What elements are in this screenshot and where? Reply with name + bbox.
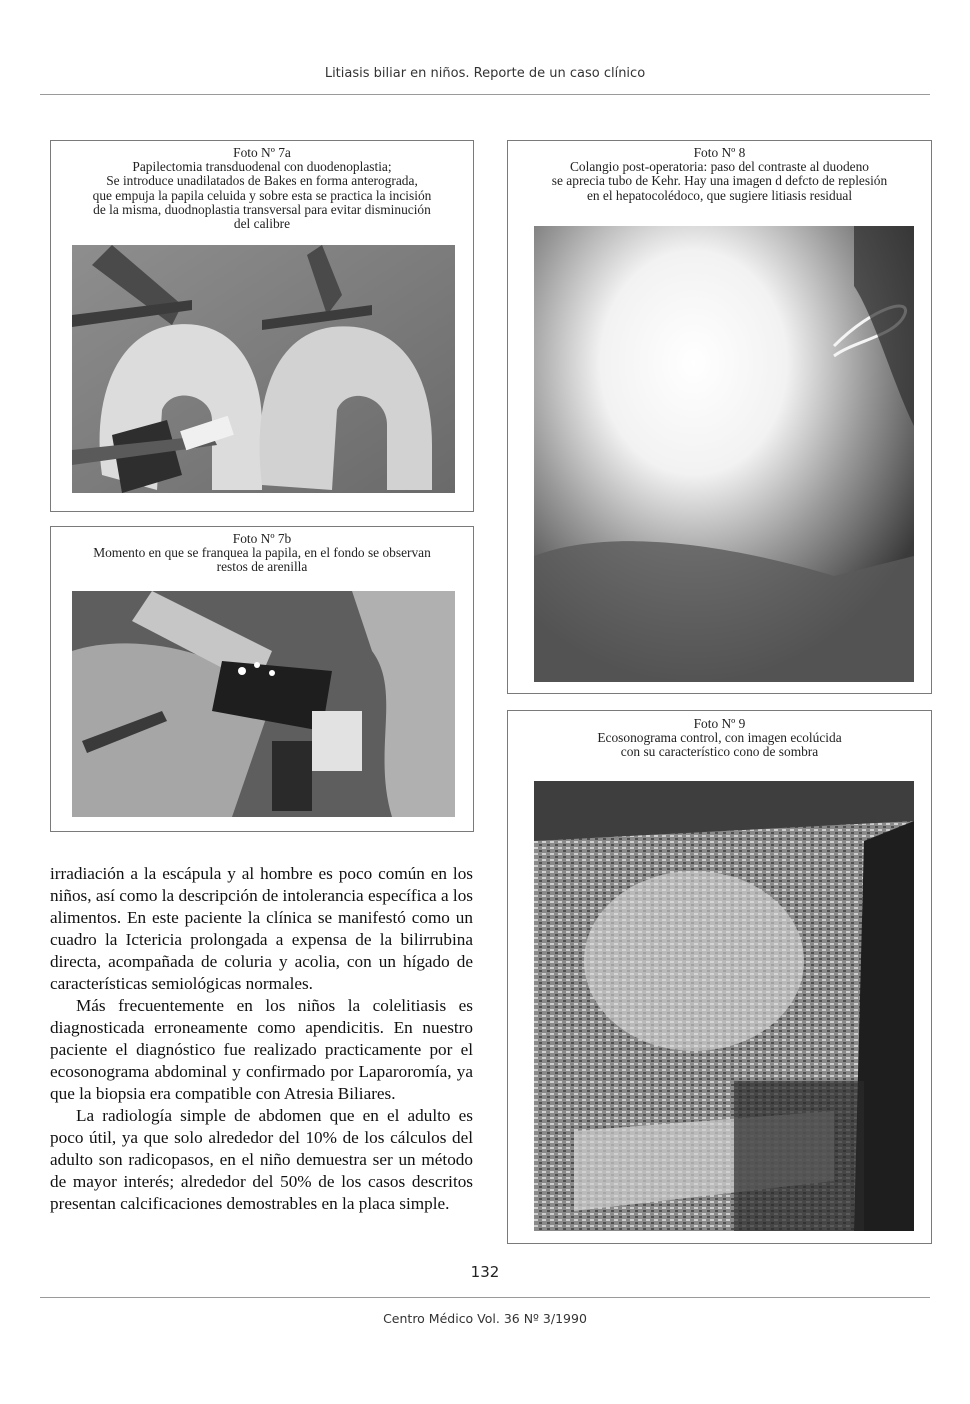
journal-footer: Centro Médico Vol. 36 Nº 3/1990 — [383, 1311, 587, 1326]
caption-line: Ecosonograma control, con imagen ecolúcida — [597, 730, 842, 746]
figure-7b — [50, 526, 474, 832]
caption-line: de la misma, duodnoplastia transversal para evitar disminución — [93, 201, 431, 217]
figure-7b-photo — [72, 591, 455, 817]
caption-line: que empuja la papila celuida y sobre esta se practica la incisión — [92, 187, 432, 203]
figure-9-photo — [534, 781, 914, 1231]
figure-8-label: Foto Nº 8 — [693, 145, 746, 160]
caption-line: Momento en que se franquea la papila, en el fondo se observan — [93, 545, 431, 561]
figure-7a-caption — [51, 146, 473, 231]
paragraph: Más frecuentemente en los niños la colelitiasis es diagnosticada erroneamente como apendicitis. En nuestro paciente el diagnóstico fue realizado practicamente por el ecosonograma abdominal y confirmado por Laparoromía, ya que la biopsia era compatible con Atresia Biliares. — [50, 996, 473, 1103]
caption-line: se aprecia tubo de Kehr. Hay una imagen d defcto de replesión — [551, 173, 888, 189]
footer-rule — [40, 1297, 930, 1298]
header-rule — [40, 94, 930, 95]
figure-7a-label: Foto Nº 7a — [233, 145, 291, 160]
figure-7b-caption — [51, 532, 473, 575]
caption-line: Colangio post-operatoria: paso del contraste al duodeno — [570, 159, 869, 175]
caption-line: en el hepatocolédoco, que sugiere litiasis residual — [586, 187, 853, 203]
page-number: 132 — [470, 1263, 500, 1281]
figure-9-label: Foto Nº 9 — [693, 716, 746, 731]
running-head: Litiasis biliar en niños. Reporte de un caso clínico — [324, 66, 646, 81]
figure-7a — [50, 140, 474, 512]
caption-line: con su característico cono de sombra — [620, 744, 819, 760]
caption-line: Papilectomia transduodenal con duodenoplastia; — [132, 159, 392, 175]
figure-7b-label: Foto Nº 7b — [232, 531, 292, 546]
figure-7a-photo — [72, 245, 455, 493]
caption-line: Se introduce unadilatados de Bakes en forma anterograda, — [106, 173, 418, 189]
figure-8-caption — [508, 146, 931, 203]
figure-8-photo — [534, 226, 914, 682]
figure-9-caption — [508, 717, 931, 760]
figure-8 — [507, 140, 932, 694]
caption-line: del calibre — [233, 216, 291, 232]
caption-line: restos de arenilla — [216, 559, 308, 575]
body-text — [50, 863, 473, 1215]
paragraph: irradiación a la escápula y al hombre es poco común en los niños, así como la descripción de intolerancia específica a los alimentos. En este paciente la clínica se manifestó como un cuadro la Ictericia prolongada a expensa de la bilirrubina directa, acompañada de coluria y acolia, con un hígado de características semiológicas normales. — [50, 864, 473, 993]
figure-9 — [507, 710, 932, 1244]
paragraph: La radiología simple de abdomen que en el adulto es poco útil, ya que solo alrededor del 10% de los cálculos del adulto son radicopasos, en el niño demuestra ser un método de mayor interés; alrededor del 50% de los casos descritos presentan calcificaciones demostrables en la placa simple. — [50, 1106, 473, 1213]
